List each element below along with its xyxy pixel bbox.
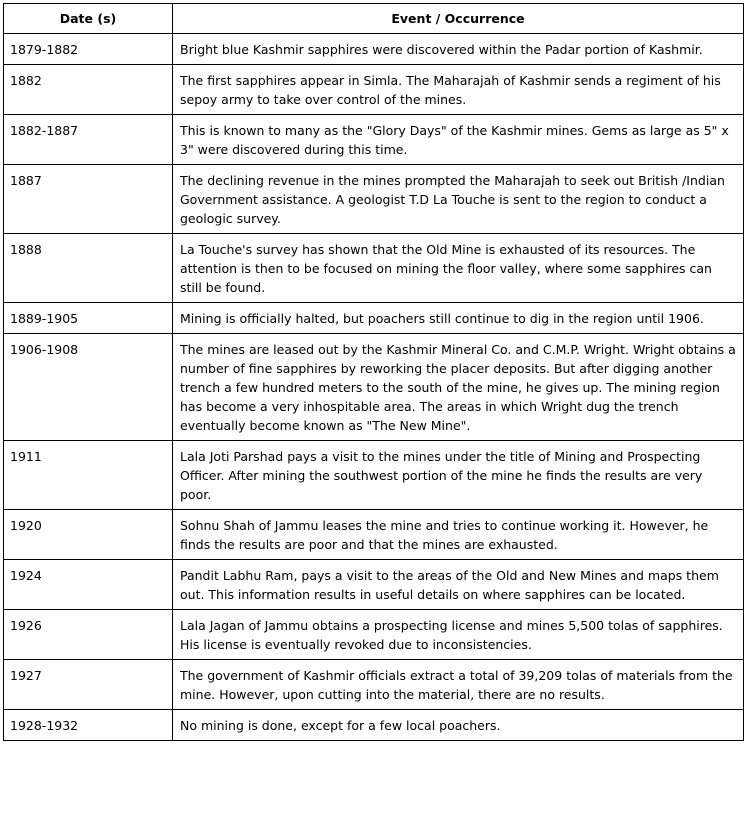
date-cell: 1920 — [4, 510, 173, 560]
table-row — [4, 65, 744, 115]
table-row — [4, 660, 744, 710]
event-cell: This is known to many as the "Glory Days" of the Kashmir mines. Gems as large as 5" x 3" were discovered during this time. — [173, 115, 744, 165]
table-row — [4, 165, 744, 234]
events-table — [3, 3, 744, 741]
event-cell: Bright blue Kashmir sapphires were discovered within the Padar portion of Kashmir. — [173, 34, 744, 65]
column-header-event: Event / Occurrence — [173, 4, 744, 34]
table-body — [4, 34, 744, 741]
table-row — [4, 115, 744, 165]
date-cell: 1882-1887 — [4, 115, 173, 165]
date-cell: 1882 — [4, 65, 173, 115]
event-cell: The government of Kashmir officials extract a total of 39,209 tolas of materials from the mine. However, upon cutting into the material, there are no results. — [173, 660, 744, 710]
date-cell: 1911 — [4, 441, 173, 510]
date-cell: 1926 — [4, 610, 173, 660]
event-cell: Pandit Labhu Ram, pays a visit to the areas of the Old and New Mines and maps them out. This information results in useful details on where sapphires can be located. — [173, 560, 744, 610]
header-row — [4, 4, 744, 34]
table-row — [4, 610, 744, 660]
date-cell: 1889-1905 — [4, 303, 173, 334]
table-row — [4, 34, 744, 65]
table-row — [4, 560, 744, 610]
table-row — [4, 710, 744, 741]
date-cell: 1887 — [4, 165, 173, 234]
column-header-date: Date (s) — [4, 4, 173, 34]
date-cell: 1924 — [4, 560, 173, 610]
table-row — [4, 303, 744, 334]
event-cell: Mining is officially halted, but poachers still continue to dig in the region until 1906. — [173, 303, 744, 334]
event-cell: The declining revenue in the mines prompted the Maharajah to seek out British /Indian Government assistance. A geologist T.D La Touche is sent to the region to conduct a geologic survey. — [173, 165, 744, 234]
event-cell: No mining is done, except for a few local poachers. — [173, 710, 744, 741]
date-cell: 1928-1932 — [4, 710, 173, 741]
event-cell: The mines are leased out by the Kashmir Mineral Co. and C.M.P. Wright. Wright obtains a number of fine sapphires by reworking the placer deposits. But after digging another trench a few hundred meters to the south of the mine, he gives up. The mining region has become a very inhospitable area. The areas in which Wright dug the trench eventually become known as "The New Mine". — [173, 334, 744, 441]
table-row — [4, 510, 744, 560]
date-cell: 1906-1908 — [4, 334, 173, 441]
date-cell: 1888 — [4, 234, 173, 303]
event-cell: The first sapphires appear in Simla. The Maharajah of Kashmir sends a regiment of his sepoy army to take over control of the mines. — [173, 65, 744, 115]
table-row — [4, 234, 744, 303]
event-cell: Lala Joti Parshad pays a visit to the mines under the title of Mining and Prospecting Officer. After mining the southwest portion of the mine he finds the results are very poor. — [173, 441, 744, 510]
date-cell: 1879-1882 — [4, 34, 173, 65]
event-cell: Lala Jagan of Jammu obtains a prospecting license and mines 5,500 tolas of sapphires. His license is eventually revoked due to inconsistencies. — [173, 610, 744, 660]
event-cell: Sohnu Shah of Jammu leases the mine and tries to continue working it. However, he finds the results are poor and that the mines are exhausted. — [173, 510, 744, 560]
date-cell: 1927 — [4, 660, 173, 710]
table-row — [4, 441, 744, 510]
event-cell: La Touche's survey has shown that the Old Mine is exhausted of its resources. The attention is then to be focused on mining the floor valley, where some sapphires can still be found. — [173, 234, 744, 303]
table-row — [4, 334, 744, 441]
